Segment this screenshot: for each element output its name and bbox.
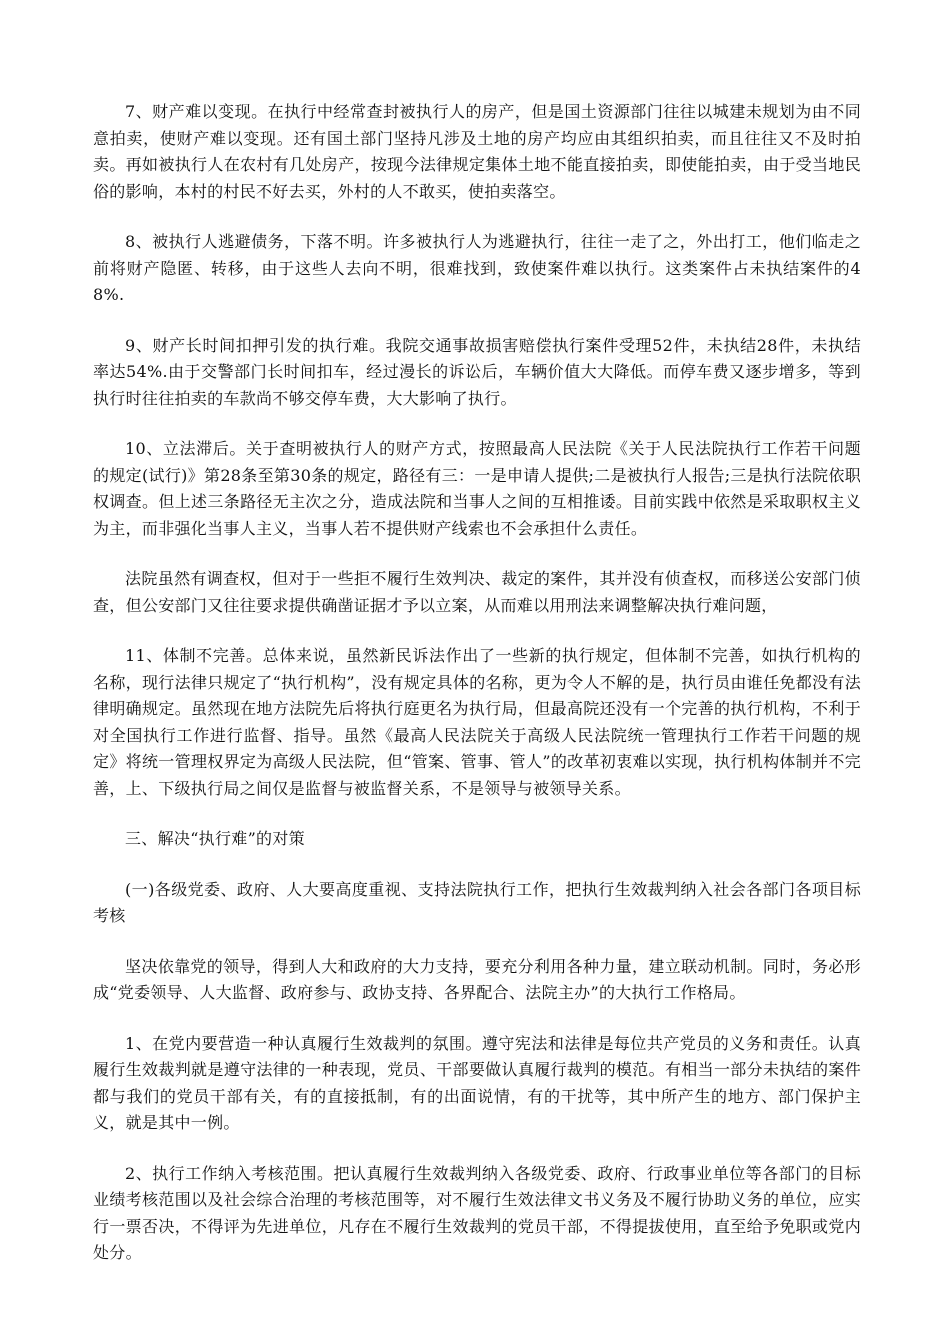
- paragraph-investigation-power: 法院虽然有调查权，但对于一些拒不履行生效判决、裁定的案件，其并没有侦查权，而移送公安部门侦查，但公安部门又往往要求提供确凿证据才予以立案，从而难以用刑法来调整解决执行难问题，: [93, 569, 861, 615]
- paragraph-item-9: 9、财产长时间扣押引发的执行难。我院交通事故损害赔偿执行案件受理52件，未执结28件，未执结率达54%.由于交警部门长时间扣车，经过漫长的诉讼后，车辆价值大大降低。而停车费又逐步增多，等到执行时往往拍卖的车款尚不够交停车费，大大影响了执行。: [93, 335, 861, 408]
- paragraph-item-10: 10、立法滞后。关于查明被执行人的财产方式，按照最高人民法院《关于人民法院执行工作若干问题的规定(试行)》第28条至第30条的规定，路径有三：一是申请人提供;二是被执行人报告;三是执行法院依职权调查。但上述三条路径无主次之分，造成法院和当事人之间的互相推诿。目前实践中依然是采取职权主义为主，而非强化当事人主义，当事人若不提供财产线索也不会承担什么责任。: [93, 439, 861, 538]
- paragraph-item-11: 11、体制不完善。总体来说，虽然新民诉法作出了一些新的执行规定，但体制不完善，如执行机构的名称，现行法律只规定了“执行机构”，没有规定具体的名称，更为令人不解的是，执行员由谁任免都没有法律明确规定。虽然现在地方法院先后将执行庭更名为执行局，但最高院还没有一个完善的执行机构，不利于对全国执行工作进行监督、指导。虽然《最高人民法院关于高级人民法院统一管理执行工作若干问题的规定》将统一管理权界定为高级人民法院，但“管案、管事、管人”的改革初衷难以实现，执行机构体制并不完善，上、下级执行局之间仅是监督与被监督关系，不是领导与被领导关系。: [93, 646, 861, 798]
- paragraph-point-1: 1、在党内要营造一种认真履行生效裁判的氛围。遵守宪法和法律是每位共产党员的义务和责任。认真履行生效裁判就是遵守法律的一种表现，党员、干部要做认真履行裁判的模范。有相当一部分未执结的案件都与我们的党员干部有关，有的直接抵制，有的出面说情，有的干扰等，其中所产生的地方、部门保护主义，就是其中一例。: [93, 1033, 861, 1132]
- document-body: [93, 99, 861, 1291]
- paragraph-item-7: 7、财产难以变现。在执行中经常查封被执行人的房产，但是国土资源部门往往以城建未规划为由不同意拍卖，使财产难以变现。还有国土部门坚持凡涉及土地的房产均应由其组织拍卖，而且往往又不及时拍卖。再如被执行人在农村有几处房产，按现今法律规定集体土地不能直接拍卖，即使能拍卖，由于受当地民俗的影响，本村的村民不好去买，外村的人不敢买，使拍卖落空。: [93, 102, 861, 201]
- paragraph-point-2: 2、执行工作纳入考核范围。把认真履行生效裁判纳入各级党委、政府、行政事业单位等各部门的目标业绩考核范围以及社会综合治理的考核范围等，对不履行生效法律文书义务及不履行协助义务的单位，应实行一票否决，不得评为先进单位，凡存在不履行生效裁判的党员干部，不得提拔使用，直至给予免职或党内处分。: [93, 1163, 861, 1262]
- subsection-heading-1: (一)各级党委、政府、人大要高度重视、支持法院执行工作，把执行生效裁判纳入社会各部门各项目标考核: [93, 879, 861, 925]
- paragraph-party-leadership: 坚决依靠党的领导，得到人大和政府的大力支持，要充分利用各种力量，建立联动机制。同时，务必形成“党委领导、人大监督、政府参与、政协支持、各界配合、法院主办”的大执行工作格局。: [93, 956, 861, 1002]
- section-heading-countermeasures: 三、解决“执行难”的对策: [125, 829, 305, 848]
- paragraph-item-8: 8、被执行人逃避债务，下落不明。许多被执行人为逃避执行，往往一走了之，外出打工，他们临走之前将财产隐匿、转移，由于这些人去向不明，很难找到，致使案件难以执行。这类案件占未执结案件的48%.: [93, 232, 861, 304]
